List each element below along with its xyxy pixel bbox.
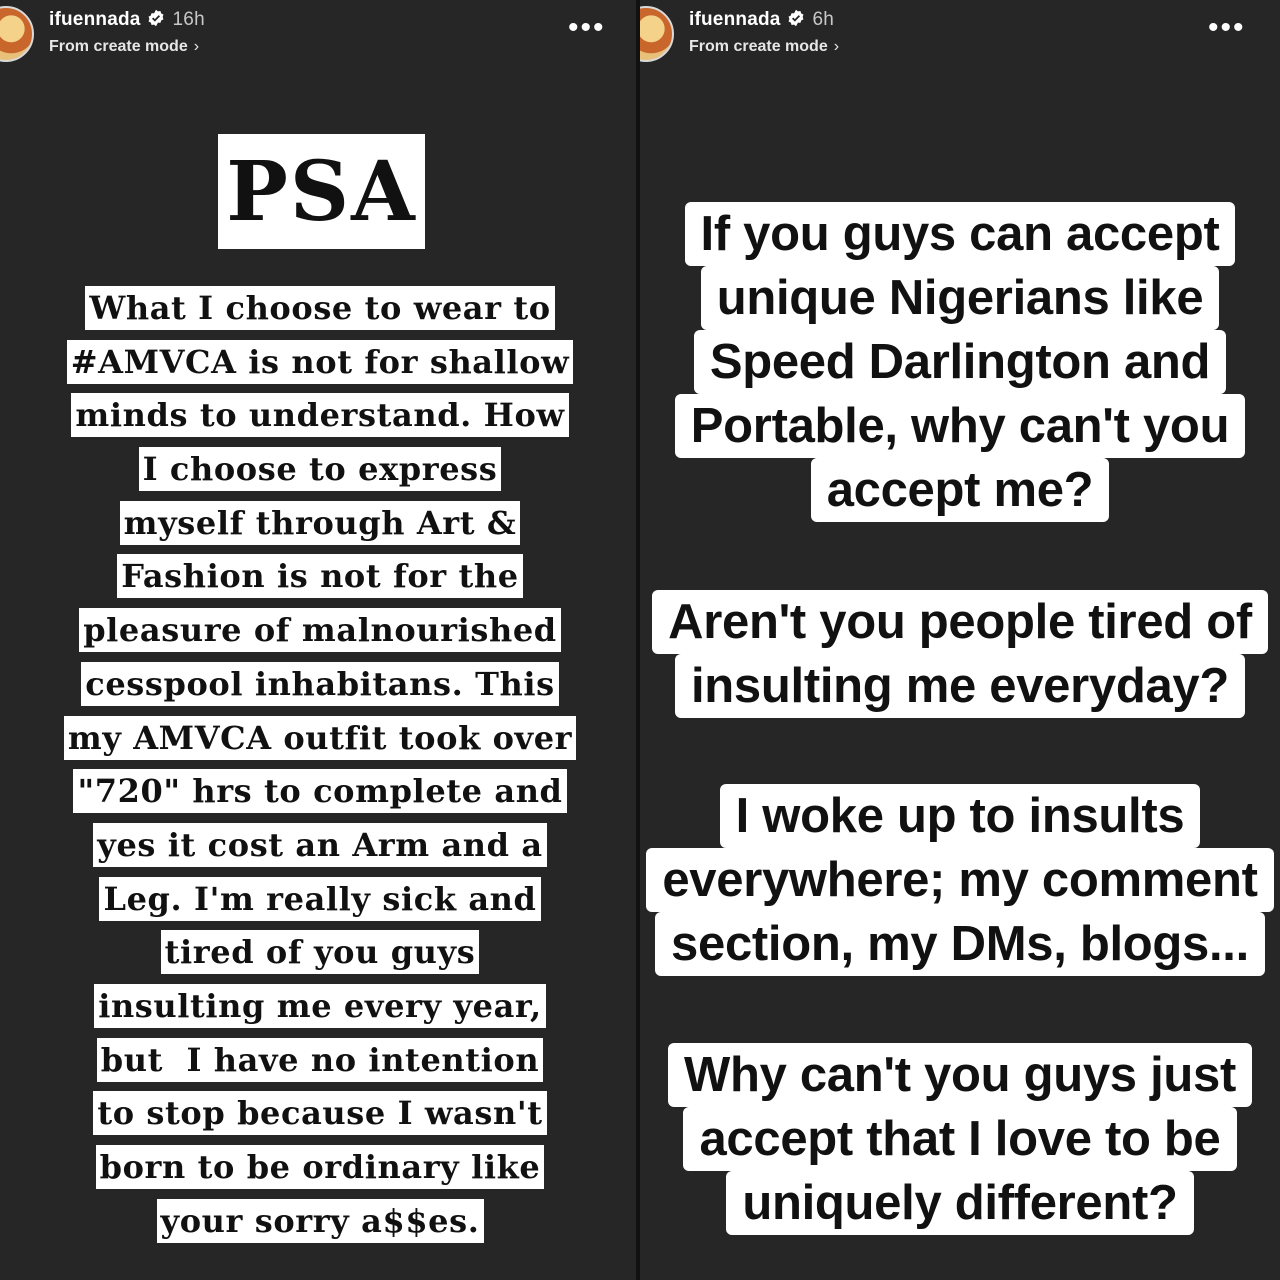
text-bubble — [640, 784, 1280, 976]
bubble-line-text: If you guys can accept — [685, 202, 1236, 266]
bubble-line-text: I woke up to insults — [720, 784, 1201, 848]
text-bubble — [640, 202, 1280, 522]
bubble-line-text: Speed Darlington and — [694, 330, 1226, 394]
username[interactable] — [689, 9, 834, 31]
message-line-text: #AMVCA is not for shallow — [67, 340, 574, 384]
bubble-line-text: section, my DMs, blogs... — [655, 912, 1265, 976]
psa-title: PSA — [226, 143, 417, 240]
bubble-line-text: everywhere; my comment — [646, 848, 1273, 912]
message-line-text: insulting me every year, — [94, 984, 546, 1028]
bubble-line — [640, 590, 1280, 654]
psa-message — [0, 286, 640, 1252]
chevron-right-icon: › — [193, 38, 200, 55]
message-line — [0, 1145, 640, 1199]
message-line — [0, 340, 640, 394]
message-line-text: I choose to express — [139, 447, 502, 491]
message-line-text: born to be ordinary like — [96, 1145, 545, 1189]
message-line — [0, 608, 640, 662]
bubble-line — [640, 784, 1280, 848]
bubble-line-text: Why can't you guys just — [668, 1043, 1252, 1107]
avatar[interactable] — [0, 6, 34, 62]
message-line-text: Leg. I'm really sick and — [99, 877, 540, 921]
psa-title-box — [218, 134, 425, 249]
message-line-text: yes it cost an Arm and a — [93, 823, 546, 867]
story-header — [640, 0, 1280, 70]
username-text[interactable]: ifuennada — [689, 9, 781, 30]
post-time: 16h — [172, 9, 205, 30]
message-line-text: to stop because I wasn't — [93, 1091, 546, 1135]
message-line-text: tired of you guys — [161, 930, 480, 974]
message-line-text: myself through Art & — [120, 501, 521, 545]
message-line — [0, 501, 640, 555]
message-line — [0, 1199, 640, 1253]
message-line — [0, 554, 640, 608]
message-line-text: "720" hrs to complete and — [73, 769, 566, 813]
chevron-right-icon: › — [833, 38, 840, 55]
bubble-line-text: uniquely different? — [726, 1171, 1193, 1235]
more-options-icon[interactable]: ••• — [1208, 11, 1246, 44]
message-line — [0, 984, 640, 1038]
post-time: 6h — [812, 9, 835, 30]
message-line — [0, 447, 640, 501]
verified-badge-icon — [147, 9, 165, 27]
create-mode-link[interactable] — [49, 38, 199, 56]
verified-badge-icon — [787, 9, 805, 27]
bubble-line — [640, 202, 1280, 266]
bubble-line-text: insulting me everyday? — [675, 654, 1245, 718]
create-mode-link[interactable] — [689, 38, 839, 56]
message-line-text: Fashion is not for the — [117, 554, 522, 598]
message-line-text: cesspool inhabitans. This — [81, 662, 559, 706]
text-bubble — [640, 590, 1280, 718]
message-line — [0, 1038, 640, 1092]
bubble-line — [640, 394, 1280, 458]
avatar[interactable] — [640, 6, 674, 62]
bubble-line-text: Aren't you people tired of — [652, 590, 1268, 654]
bubble-line-text: accept me? — [811, 458, 1110, 522]
message-line-text: What I choose to wear to — [85, 286, 554, 330]
bubble-line — [640, 1043, 1280, 1107]
message-line-text: your sorry a$$es. — [157, 1199, 484, 1243]
message-line — [0, 769, 640, 823]
bubble-line — [640, 458, 1280, 522]
message-line — [0, 823, 640, 877]
message-line — [0, 877, 640, 931]
username-text[interactable]: ifuennada — [49, 9, 141, 30]
bubble-line — [640, 266, 1280, 330]
message-line-text: pleasure of malnourished — [79, 608, 561, 652]
bubble-line — [640, 330, 1280, 394]
bubble-line — [640, 848, 1280, 912]
message-line — [0, 286, 640, 340]
bubble-line-text: Portable, why can't you — [675, 394, 1245, 458]
message-line — [0, 1091, 640, 1145]
message-line — [0, 716, 640, 770]
create-mode-label: From create mode — [49, 38, 188, 55]
more-options-icon[interactable]: ••• — [568, 11, 606, 44]
username[interactable] — [49, 9, 205, 31]
bubble-line — [640, 1107, 1280, 1171]
story-panel-right — [640, 0, 1280, 1280]
bubble-line — [640, 1171, 1280, 1235]
message-line-text: my AMVCA outfit took over — [64, 716, 576, 760]
bubble-line-text: accept that I love to be — [683, 1107, 1236, 1171]
message-line — [0, 930, 640, 984]
bubble-line — [640, 912, 1280, 976]
text-bubble — [640, 1043, 1280, 1235]
message-line-text: minds to understand. How — [71, 393, 568, 437]
story-header — [0, 0, 640, 70]
bubble-line-text: unique Nigerians like — [701, 266, 1220, 330]
message-line — [0, 393, 640, 447]
message-line — [0, 662, 640, 716]
message-line-text: but I have no intention — [97, 1038, 543, 1082]
create-mode-label: From create mode — [689, 38, 828, 55]
bubble-line — [640, 654, 1280, 718]
